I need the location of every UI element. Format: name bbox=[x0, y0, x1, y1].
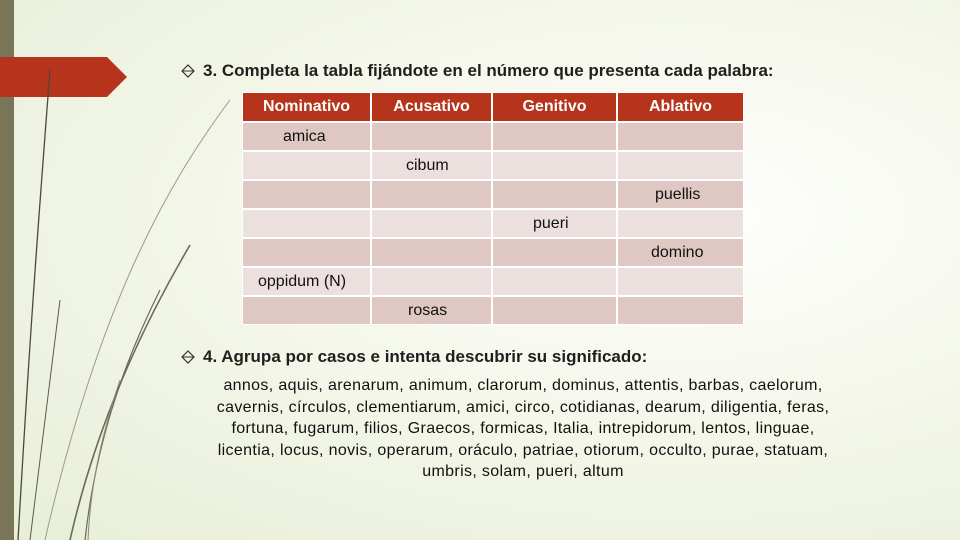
header-genitivo: Genitivo bbox=[492, 92, 617, 122]
header-ablativo: Ablativo bbox=[617, 92, 744, 122]
table-cell[interactable] bbox=[242, 151, 371, 180]
table-cell[interactable]: pueri bbox=[492, 209, 617, 238]
table-cell[interactable]: oppidum (N) bbox=[242, 267, 371, 296]
table-row bbox=[242, 267, 744, 296]
table-cell[interactable]: rosas bbox=[371, 296, 492, 325]
table-cell[interactable] bbox=[242, 209, 371, 238]
table-row bbox=[242, 209, 744, 238]
table-cell[interactable] bbox=[371, 267, 492, 296]
table-cell[interactable] bbox=[371, 180, 492, 209]
table-cell[interactable]: cibum bbox=[371, 151, 492, 180]
table-cell[interactable] bbox=[492, 238, 617, 267]
table-row bbox=[242, 151, 744, 180]
table-cell[interactable] bbox=[242, 238, 371, 267]
table-cell[interactable] bbox=[492, 122, 617, 151]
table-row bbox=[242, 122, 744, 151]
table-cell[interactable] bbox=[492, 180, 617, 209]
declension-table bbox=[242, 92, 744, 325]
table-cell[interactable] bbox=[617, 151, 744, 180]
table-row bbox=[242, 180, 744, 209]
table-row bbox=[242, 238, 744, 267]
table-cell[interactable]: domino bbox=[617, 238, 744, 267]
task4-heading: 4. Agrupa por casos e intenta descubrir su significado: bbox=[203, 347, 648, 366]
diamond-bullet-icon bbox=[181, 350, 195, 364]
table-cell[interactable] bbox=[242, 180, 371, 209]
table-header-row bbox=[242, 92, 744, 122]
table-cell[interactable] bbox=[492, 296, 617, 325]
table-cell[interactable] bbox=[492, 151, 617, 180]
table-cell[interactable] bbox=[492, 267, 617, 296]
word-list bbox=[188, 375, 858, 483]
diamond-bullet-icon bbox=[181, 64, 195, 78]
word-list-line: cavernis, círculos, clementiarum, amici, circo, cotidianas, dearum, diligentia, feras, bbox=[216, 398, 830, 416]
table-cell[interactable] bbox=[617, 209, 744, 238]
table-cell[interactable] bbox=[371, 209, 492, 238]
table-cell[interactable] bbox=[371, 122, 492, 151]
table-cell[interactable] bbox=[617, 296, 744, 325]
header-nominativo: Nominativo bbox=[242, 92, 371, 122]
table-cell[interactable] bbox=[242, 296, 371, 325]
table-cell[interactable] bbox=[617, 122, 744, 151]
table-row bbox=[242, 296, 744, 325]
table-cell[interactable] bbox=[371, 238, 492, 267]
table-cell[interactable]: puellis bbox=[617, 180, 744, 209]
task3-heading: 3. Completa la tabla fijándote en el número que presenta cada palabra: bbox=[203, 61, 774, 80]
table-cell[interactable]: amica bbox=[242, 122, 371, 151]
table-cell[interactable] bbox=[617, 267, 744, 296]
word-list-line: licentia, locus, novis, operarum, oráculo, patriae, otiorum, occulto, purae, statuam, bbox=[217, 441, 829, 459]
word-list-line: annos, aquis, arenarum, animum, clarorum, dominus, attentis, barbas, caelorum, bbox=[223, 377, 823, 394]
word-list-line: umbris, solam, pueri, altum bbox=[422, 463, 624, 480]
word-list-line: fortuna, fugarum, filios, Graecos, formicas, Italia, intrepidorum, lentos, linguae, bbox=[231, 420, 815, 437]
header-acusativo: Acusativo bbox=[371, 92, 492, 122]
